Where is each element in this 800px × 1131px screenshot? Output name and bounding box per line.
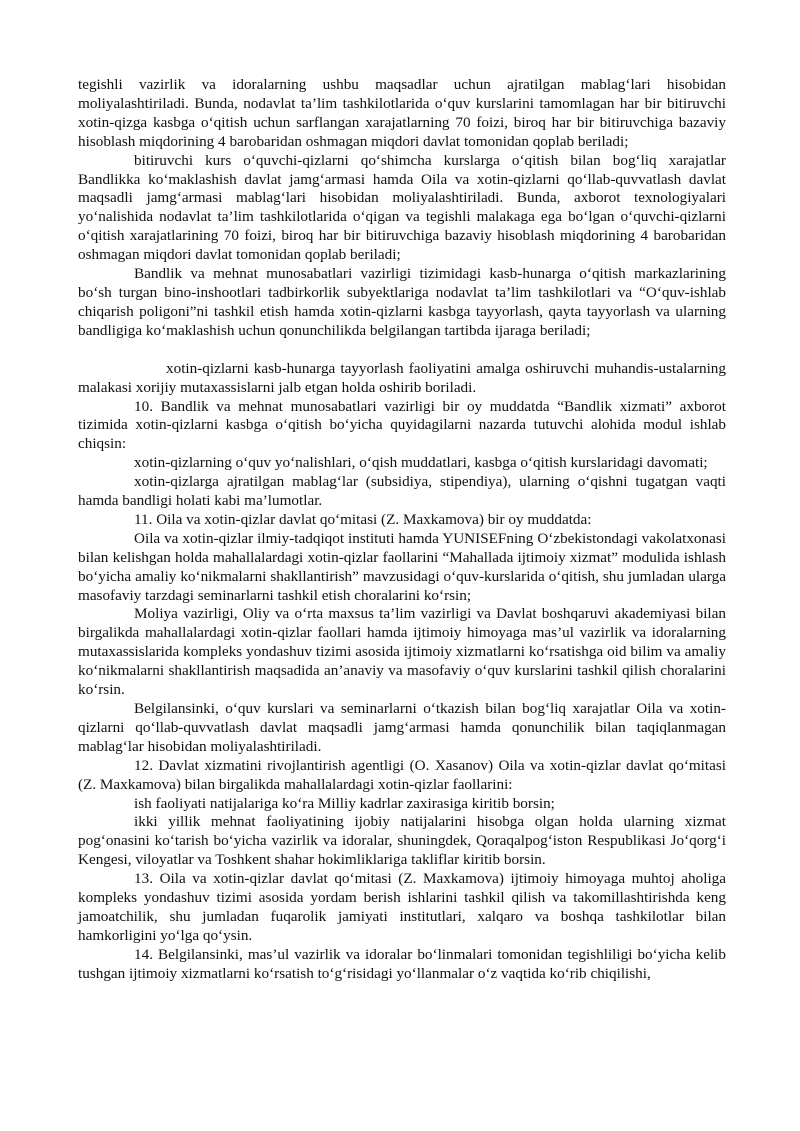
paragraph-item-11-c: Belgilansinki, o‘quv kurslari va seminarlarni o‘tkazish bilan bog‘liq xarajatlar Oila va xotin-qizlarni qo‘llab-quvvatlash davlat maqsadli jamg‘armasi hamda qonunchilik bilan taqiqlanmagan mablag‘lar hisobidan moliyalashtiriladi. <box>78 700 726 755</box>
paragraph-item-14: 14. Belgilansinki, mas’ul vazirlik va idoralar bo‘linmalari tomonidan tegishliligi bo‘yicha kelib tushgan ijtimoiy xizmatlarni ko‘rsatish to‘g‘risidagi yo‘llanmalar o‘z vaqtida ko‘rib chiqilishi, <box>78 945 726 982</box>
paragraph-item-11-b: Moliya vazirligi, Oliy va o‘rta maxsus ta’lim vazirligi va Davlat boshqaruvi akademiyasi bilan birgalikda mahallalardagi xotin-qizlar faollari hamda ijtimoiy himoyaga mas’ul vazirlik va idoralarning mutaxassislarida kompleks yondashuv tizimi asosida ijtimoiy xizmatlarni ko‘rsatishga oid bilim va amaliy ko‘nikmalarni shakllantirish maqsadida an’anaviy va masofaviy o‘quv kurslarini tashkil qilish choralarini ko‘rsin. <box>78 605 726 699</box>
paragraph-item-12-b: ikki yillik mehnat faoliyatining ijobiy natijalarini hisobga olgan holda ularning xizmat pog‘onasini ko‘tarish bo‘yicha vazirlik va idoralar, shuningdek, Qoraqalpog‘iston Respublikasi Jo‘qorg‘i Kengesi, viloyatlar va Toshkent shahar hokimliklariga takliflar kiritib borsin. <box>78 813 726 869</box>
paragraph-continuation: tegishli vazirlik va idoralarning ushbu maqsadlar uchun ajratilgan mablag‘lari hisobidan moliyalashtiriladi. Bunda, nodavlat ta’lim tashkilotlarida o‘quv kurslarini tamomlagan har bir bitiruvchi xotin-qizga kasbga o‘qitish uchun sarflangan xarajatlarning 70 foizi, biroq har bir bitiruvchiga bazaviy hisoblash miqdorining 4 barobaridan oshmagan miqdori davlat tomonidan qoplab beriladi; <box>78 76 726 150</box>
document-page <box>78 76 726 984</box>
paragraph-item-11-a: Oila va xotin-qizlar ilmiy-tadqiqot instituti hamda YUNISEFning O‘zbekistondagi vakolatxonasi bilan kelishgan holda mahallalardagi xotin-qizlar faollarini “Mahallada ijtimoiy xizmat” modulida ishlash bo‘yicha amaliy ko‘nikmalarni shakllantirish” mavzusidagi o‘quv-kurslarida o‘qitish, shu jumladan ularga masofaviy tarzdagi seminarlarni tashkil etish choralarini ko‘rsin; <box>78 529 726 604</box>
paragraph-spacer <box>78 341 726 360</box>
paragraph-item-12: 12. Davlat xizmatini rivojlantirish agentligi (O. Xasanov) Oila va xotin-qizlar davlat qo‘mitasi (Z. Maxkamova) bilan birgalikda mahallalardagi xotin-qizlar faollarini: <box>78 756 726 793</box>
paragraph-item-12-a: ish faoliyati natijalariga ko‘ra Milliy kadrlar zaxirasiga kiritib borsin; <box>134 794 555 812</box>
paragraph-item-11: 11. Oila va xotin-qizlar davlat qo‘mitasi (Z. Maxkamova) bir oy muddatda: <box>134 510 592 528</box>
paragraph-item-10-a: xotin-qizlarning o‘quv yo‘nalishlari, o‘qish muddatlari, kasbga o‘qitish kurslaridagi davomati; <box>134 454 708 472</box>
paragraph-item-13: 13. Oila va xotin-qizlar davlat qo‘mitasi (Z. Maxkamova) ijtimoiy himoyaga muhtoj aholiga kompleks yondashuv tizimi asosida yordam berish ishlarini tashkil qilish va takomillashtirishda keng jamoatchilik, shu jumladan fuqarolik jamiyati institutlari, xalqaro va boshqa tashkilotlar bilan hamkorligini yo‘lga qo‘ysin. <box>78 870 726 944</box>
paragraph-engineers: xotin-qizlarni kasb-hunarga tayyorlash faoliyatini amalga oshiruvchi muhandis-ustalarning malakasi xorijiy mutaxassislarni jalb etgan holda oshirib boriladi. <box>78 359 726 396</box>
paragraph-training-centers: Bandlik va mehnat munosabatlari vazirligi tizimidagi kasb-hunarga o‘qitish markazlarining bo‘sh turgan bino-inshootlari tadbirkorlik subyektlariga nodavlat ta’lim tashkilotlari va “O‘quv-ishlab chiqarish poligoni”ni tashkil etish hamda xotin-qizlarni kasbga tayyorlash, qayta tayyorlash va ularning bandligiga ko‘maklashish uchun qonunchilikda belgilangan tartibda ijaraga beriladi; <box>78 265 726 339</box>
paragraph-graduate-courses: bitiruvchi kurs o‘quvchi-qizlarni qo‘shimcha kurslarga o‘qitish bilan bog‘liq xarajatlar Bandlikka ko‘maklashish davlat jamg‘armasi hamda Oila va xotin-qizlarni qo‘llab-quvvatlash davlat maqsadli jamg‘armasi mablag‘lari hisobidan moliyalashtiriladi. Bunda, axborot texnologiyalari yo‘nalishida nodavlat ta’lim tashkilotlarida o‘qigan va tegishli malakaga ega bo‘lgan o‘quvchi-qizlarni o‘qitish xarajatlarining 70 foizi, biroq har bir bitiruvchiga bazaviy hisoblash miqdorining 4 barobaridan oshmagan miqdori davlat tomonidan qoplab beriladi; <box>78 151 726 264</box>
paragraph-item-10: 10. Bandlik va mehnat munosabatlari vazirligi bir oy muddatda “Bandlik xizmati” axborot tizimida xotin-qizlarni kasbga o‘qitish bo‘yicha quyidagilarni nazarda tutuvchi alohida modul ishlab chiqsin: <box>78 397 726 453</box>
paragraph-item-10-b: xotin-qizlarga ajratilgan mablag‘lar (subsidiya, stipendiya), ularning o‘qishni tugatgan vaqti hamda bandligi holati kabi ma’lumotlar. <box>78 473 726 510</box>
